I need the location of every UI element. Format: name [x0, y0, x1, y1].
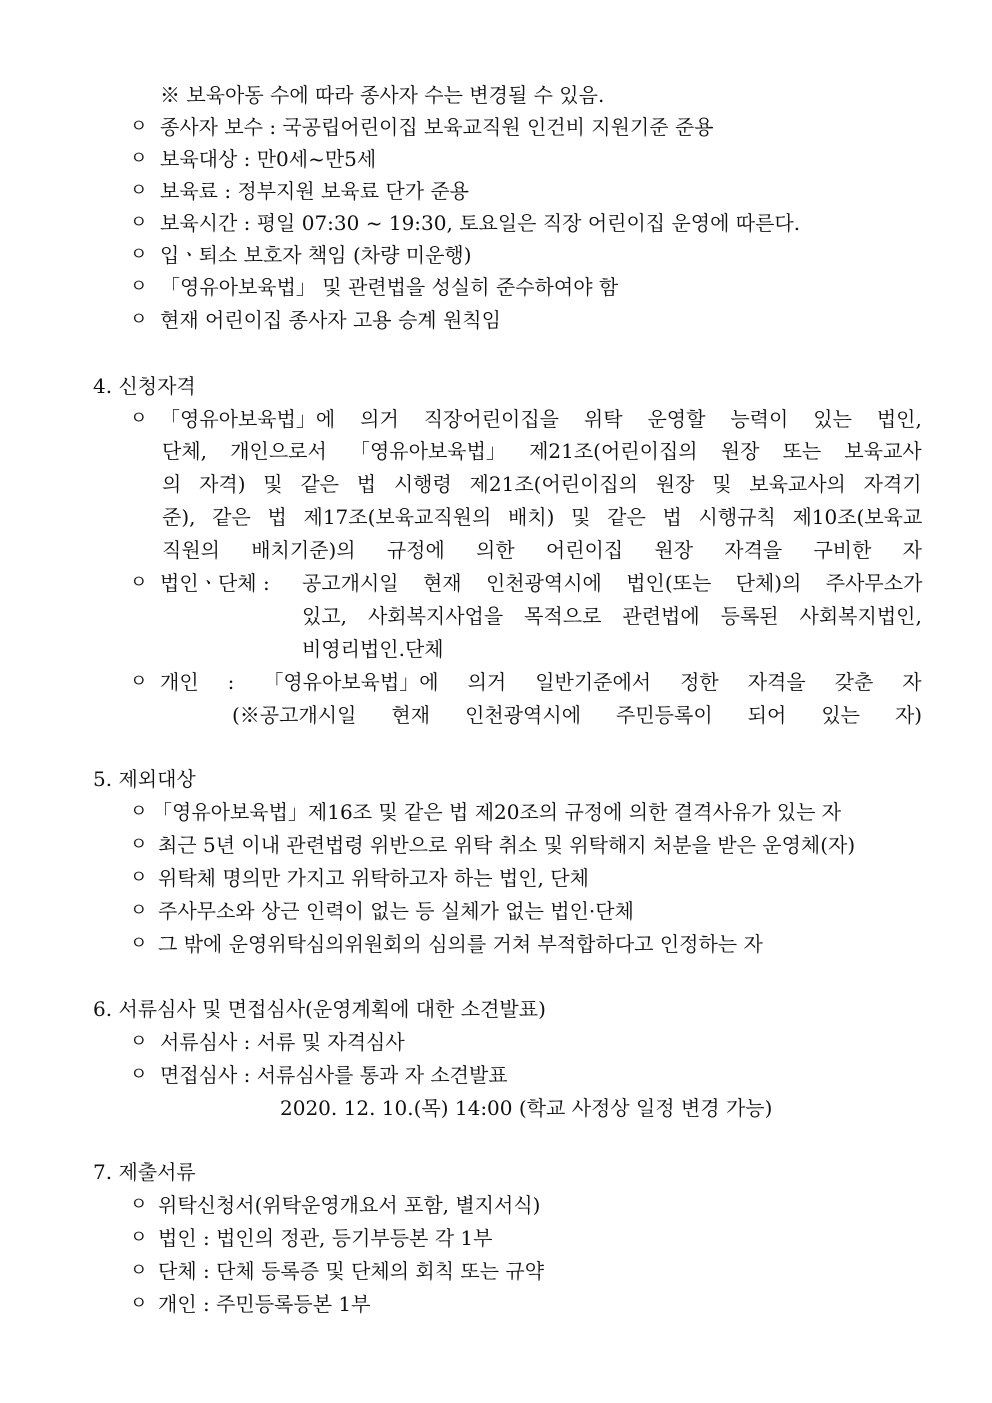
section-4-heading: 4. 신청자격	[93, 374, 196, 398]
submission-item-organization: 단체 : 단체 등록증 및 단체의 회칙 또는 규약	[158, 1259, 545, 1283]
bullet-icon: ㅇ	[130, 1293, 148, 1314]
bullet-icon: ㅇ	[130, 572, 148, 593]
bullet-icon: ㅇ	[130, 900, 148, 921]
bullet-icon: ㅇ	[130, 1260, 148, 1281]
qualification-line-1: 「영유아보육법」에 의거 직장어린이집을 위탁 운영할 능력이 있는 법인,	[160, 407, 922, 431]
intro-item-fee: 보육료 : 정부지원 보육료 단가 준용	[160, 179, 470, 203]
individual-residence-note: (※공고개시일 현재 인천광역시에 주민등록이 되어 있는 자)	[232, 703, 923, 727]
section-5-heading: 5. 제외대상	[93, 767, 196, 791]
bullet-icon: ㅇ	[130, 276, 148, 297]
bullet-icon: ㅇ	[130, 1227, 148, 1248]
bullet-icon: ㅇ	[130, 1194, 148, 1215]
submission-item-application: 위탁신청서(위탁운영개요서 포함, 별지서식)	[158, 1193, 541, 1217]
bullet-icon: ㅇ	[130, 1031, 148, 1052]
document-review-item: 서류심사 : 서류 및 자격심사	[160, 1030, 405, 1054]
intro-item-employment: 현재 어린이집 종사자 고용 승계 원칙임	[160, 308, 501, 332]
bullet-icon: ㅇ	[130, 116, 148, 137]
corporation-line-3: 비영리법인.단체	[302, 637, 444, 661]
bullet-icon: ㅇ	[130, 180, 148, 201]
bullet-icon: ㅇ	[130, 867, 148, 888]
intro-item-target: 보육대상 : 만0세~만5세	[160, 147, 377, 171]
exclusion-item-violation: 최근 5년 이내 관련법령 위반으로 위탁 취소 및 위탁해지 처분을 받은 운영체(자)	[158, 833, 856, 857]
bullet-icon: ㅇ	[130, 1064, 148, 1085]
staff-count-note: ※ 보육아동 수에 따라 종사자 수는 변경될 수 있음.	[160, 83, 605, 107]
corporation-label: 법인ㆍ단체 :	[160, 571, 270, 595]
section-7-heading: 7. 제출서류	[93, 1160, 196, 1184]
bullet-icon: ㅇ	[130, 801, 148, 822]
corporation-line-1: 공고개시일 현재 인천광역시에 법인(또는 단체)의 주사무소가	[302, 571, 923, 595]
intro-item-transport: 입ㆍ퇴소 보호자 책임 (차량 미운행)	[160, 243, 472, 267]
exclusion-item-disqualified: 「영유아보육법」제16조 및 같은 법 제20조의 규정에 의한 결격사유가 있는 자	[152, 800, 842, 824]
submission-item-individual: 개인 : 주민등록등본 1부	[158, 1292, 371, 1316]
bullet-icon: ㅇ	[130, 834, 148, 855]
bullet-icon: ㅇ	[130, 671, 148, 692]
bullet-icon: ㅇ	[130, 244, 148, 265]
qualification-line-4: 준), 같은 법 제17조(보육교직원의 배치) 및 같은 법 시행규칙 제10조(보육교	[162, 505, 923, 529]
intro-item-hours: 보육시간 : 평일 07:30 ~ 19:30, 토요일은 직장 어린이집 운영에 따른다.	[160, 211, 801, 235]
individual-qualification: 개인 : 「영유아보육법」에 의거 일반기준에서 정한 자격을 갖춘 자	[160, 670, 922, 694]
intro-item-law: 「영유아보육법」 및 관련법을 성실히 준수하여야 함	[160, 275, 619, 299]
corporation-line-2: 있고, 사회복지사업을 목적으로 관련법에 등록된 사회복지법인,	[302, 604, 922, 628]
bullet-icon: ㅇ	[130, 309, 148, 330]
interview-item: 면접심사 : 서류심사를 통과 자 소견발표	[160, 1063, 508, 1087]
interview-schedule: 2020. 12. 10.(목) 14:00 (학교 사정상 일정 변경 가능)	[280, 1096, 773, 1120]
intro-item-salary: 종사자 보수 : 국공립어린이집 보육교직원 인건비 지원기준 준용	[160, 115, 714, 139]
exclusion-item-no-office: 주사무소와 상근 인력이 없는 등 실체가 없는 법인·단체	[158, 899, 634, 923]
bullet-icon: ㅇ	[130, 148, 148, 169]
bullet-icon: ㅇ	[130, 933, 148, 954]
qualification-line-3: 의 자격) 및 같은 법 시행령 제21조(어린이집의 원장 및 보육교사의 자격기	[162, 472, 922, 496]
submission-item-corporation: 법인 : 법인의 정관, 등기부등본 각 1부	[158, 1226, 493, 1250]
qualification-line-2: 단체, 개인으로서 「영유아보육법」 제21조(어린이집의 원장 또는 보육교사	[162, 439, 922, 463]
exclusion-item-unsuitable: 그 밖에 운영위탁심의위원회의 심의를 거쳐 부적합하다고 인정하는 자	[158, 932, 763, 956]
bullet-icon: ㅇ	[130, 408, 148, 429]
exclusion-item-name-only: 위탁체 명의만 가지고 위탁하고자 하는 법인, 단체	[158, 866, 589, 890]
section-6-heading: 6. 서류심사 및 면접심사(운영계획에 대한 소견발표)	[93, 997, 546, 1021]
bullet-icon: ㅇ	[130, 212, 148, 233]
qualification-line-5: 직원의 배치기준)의 규정에 의한 어린이집 원장 자격을 구비한 자	[162, 538, 922, 562]
